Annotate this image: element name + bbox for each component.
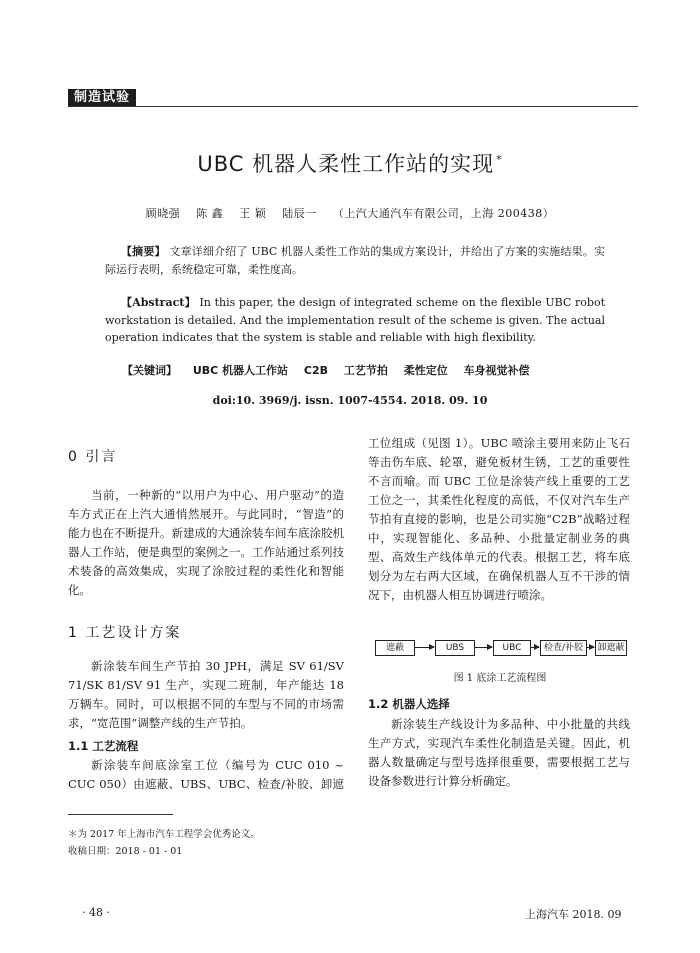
section-1-heading: 1 工艺设计方案 <box>68 625 182 641</box>
flow-arrow <box>586 647 594 648</box>
title-text: UBC 机器人柔性工作站的实现 <box>197 152 495 176</box>
doi: doi:10. 3969/j. issn. 1007-4554. 2018. 09. 10 <box>212 394 488 407</box>
section-1-2-body <box>368 715 630 791</box>
author: 王 颖 <box>239 207 267 220</box>
keyword: 柔性定位 <box>403 364 448 377</box>
flow-step: 遮蔽 <box>375 640 415 656</box>
flow-step: 卸遮蔽 <box>595 640 627 656</box>
paper-title <box>0 148 700 178</box>
keyword: C2B <box>303 364 329 377</box>
title-mark: * <box>496 153 503 166</box>
footnote-funding: ＊为 2017 年上海市汽车工程学会优秀论文。 <box>68 829 260 840</box>
section-1-text: 新涂装车间生产节拍 30 JPH，满足 SV 61/SV 71/SK 81/SV 91 生产，实现二班制，年产能达 18 万辆车。同时，可以根据不同的车型与不同的市场需求，“宽范围”调整产线的生产节拍。 <box>68 659 344 730</box>
section-1-1-heading: 1.1 工艺流程 <box>68 739 139 753</box>
section-0-body <box>68 486 344 600</box>
flow-arrow <box>530 647 539 648</box>
section-0-text: 当前，一种新的“以用户为中心、用户驱动”的造车方式正在上汽大通悄然展开。与此同时，“智造”的能力也在不断提升。新建成的大通涂装车间车底涂胶机器人工作站，便是典型的案例之一。工作站通过系列技术装备的高效集成，实现了涂胶过程的柔性化和智能化。 <box>68 488 344 597</box>
abstract-en-text: In this paper, the design of integrated scheme on the flexible UBC robot workstation is detailed. And the implementation result of the scheme is given. The actual operation indicates that the system is stable and reliable with high flexibility. <box>105 296 605 344</box>
journal-issue: 上海汽车 2018. 09 <box>525 908 622 921</box>
flow-step: UBS <box>435 640 475 656</box>
flow-step: 检查/补胶 <box>540 640 587 656</box>
flow-arrow <box>414 647 434 648</box>
keyword: 工艺节拍 <box>343 364 388 377</box>
section-1-1-text: 新涂装车间底涂室工位（编号为 CUC 010 ~ CUC 050）由遮蔽、UBS、UBC、检查/补胶、卸遮 <box>68 758 344 791</box>
author: 顾晓强 <box>145 207 181 220</box>
author-line <box>0 205 700 221</box>
footnote-rule <box>68 814 173 815</box>
flow-step: UBC <box>493 640 531 656</box>
footnote-received: 收稿日期：2018 - 01 - 01 <box>68 846 183 857</box>
figure-1-flowchart <box>372 638 626 658</box>
abstract-en <box>105 294 605 347</box>
section-0-heading: 0 引言 <box>68 449 118 465</box>
author: 陆辰一 <box>282 207 317 220</box>
section-1-2-heading: 1.2 机器人选择 <box>368 697 450 711</box>
abstract-cn-label: 【摘要】 <box>121 245 166 258</box>
section-1-1-continued: 工位组成（见图 1）。UBC 喷涂主要用来防止飞石等击伤车底、轮罩，避免板材生锈，工艺的重要性不言而喻。而 UBC 工位是涂装产线上重要的工艺工位之一，其柔性化程度的高低，不仅对汽车生产节拍有直接的影响，也是公司实施“C2B”战略过程中，实现智能化、多品种、小批量定制业务的典型、高效生产线体单元的代表。根据工艺，将车底划分为左右两大区域，在确保机器人互不干涉的情况下，由机器人相互协调进行喷涂。 <box>368 436 630 602</box>
section-1-1-body-right <box>368 434 630 606</box>
page-number: · 48 · <box>82 906 110 919</box>
keywords <box>122 362 542 378</box>
affiliation: （上汽大通汽车有限公司，上海 200438） <box>332 207 555 220</box>
header-rule <box>68 106 638 107</box>
author: 陈 鑫 <box>196 207 224 220</box>
keyword: UBC 机器人工作站 <box>192 364 289 377</box>
abstract-cn-text: 文章详细介绍了 UBC 机器人柔性工作站的集成方案设计，并给出了方案的实施结果。实际运行表明，系统稳定可靠，柔性度高。 <box>105 245 606 276</box>
keyword: 车身视觉补偿 <box>463 364 530 377</box>
abstract-cn <box>105 243 605 278</box>
keywords-label: 【关键词】 <box>122 364 177 377</box>
flow-arrow <box>474 647 492 648</box>
figure-1-caption: 图 1 底涂工艺流程图 <box>453 673 547 684</box>
abstract-en-label: 【Abstract】 <box>121 296 196 309</box>
section-1-2-text: 新涂装生产线设计为多品种、中小批量的共线生产方式，实现汽车柔性化制造是关键。因此，机器人数量确定与型号选择很重要，需要根据工艺与设备参数进行计算分析确定。 <box>368 717 630 788</box>
section-tag: 制造试验 <box>68 89 136 107</box>
section-1-1-body-left <box>68 756 344 794</box>
section-1-body <box>68 657 344 733</box>
